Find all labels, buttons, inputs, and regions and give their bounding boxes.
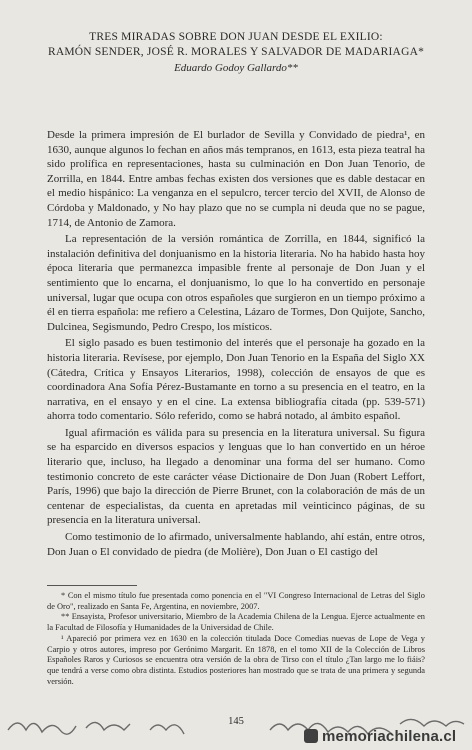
title-line-1: TRES MIRADAS SOBRE DON JUAN DESDE EL EXILIO: (89, 31, 383, 43)
watermark: memoriachilena.cl (322, 728, 457, 745)
article-body (47, 128, 425, 559)
footnote-3: ¹ Apareció por primera vez en 1630 en la colección titulada Doce Comedias nuevas de Lope de Vega y Carpio y otros autores, impreso por Gerónimo Margarit. En 1878, en el tomo XII de la Colección de Libros Españoles Raros y Curiosos se encuentra otra versión de la obra de Tirso con el título ¿Tan largo me lo fiáis? que tendrá a verse como obra distinta. Estudios posteriores han mostrado que se trata de una primera y segunda versión. (47, 633, 425, 686)
paragraph-2: La representación de la versión romántica de Zorrilla, en 1844, significó la instalación definitiva del donjuanismo en la historia literaria. No ha habido hasta hoy época literaria que permanezca impasible frente al personaje de Don Juan y el sentimiento que lo encarna, el donjuanismo, lo que lo ha convertido en personaje universal, lugar que ocupa con otros españoles que surgieron en un tiempo próximo a él en tierra española: me refiero a Celestina, Lázaro de Tormes, Don Quijote, Sancho, Dulcinea, Segismundo, Pedro Crespo, los místicos. (47, 233, 425, 333)
memoriachilena-logo-icon (304, 729, 318, 743)
paragraph-5: Como testimonio de lo afirmado, universalmente hablando, ahí están, entre otros, Don Juan o El convidado de piedra (de Molière), Don Juan o El castigo del (47, 531, 425, 558)
paragraph-3: El siglo pasado es buen testimonio del interés que el personaje ha gozado en la historia literaria. Revísese, por ejemplo, Don Juan Tenorio en la España del Siglo XX (Cátedra, Crítica y Ensayos Literarios, 1998), colección de ensayos de que es coordinadora Ana Sofía Pérez-Bustamante en torno a su presencia en el teatro, en la narrativa, en el ensayo y en el cine. La extensa bibliografía citada (pp. 539-571) ahorra todo comentario. Sólo referido, como se habrá notado, al ámbito español. (47, 337, 425, 423)
author-name: Eduardo Godoy Gallardo** (174, 62, 298, 74)
footnote-2: ** Ensayista, Profesor universitario, Miembro de la Academia Chilena de la Lengua. Ejerce actualmente en la Facultad de Filosofía y Humanidades de la Universidad de Chile. (47, 612, 425, 633)
title-line-2: RAMÓN SENDER, JOSÉ R. MORALES Y SALVADOR DE MADARIAGA* (47, 46, 425, 58)
paragraph-4: Igual afirmación es válida para su presencia en la literatura universal. Su figura se ha esparcido en diversos espacios y lenguas que lo han convertido en un héroe literario que, incluso, ha llegado a denominar una forma del ser humano. Como testimonio concreto de este carácter véase Dictionaire de Don Juan (Robert Leffort, París, 1996) que bajo la dirección de Pierre Brunet, con la colaboración de más de un centenar de especialistas, da cuenta en apretadas mil veinticinco páginas, de su presencia en la literatura universal. (47, 426, 425, 527)
paragraph-1: Desde la primera impresión de El burlador de Sevilla y Convidado de piedra¹, en 1630, aunque algunos lo fechan en años más tempranos, en 1613, esta pieza teatral ha sido prolífica en representaciones, hasta su culminación en Don Juan Tenorio, de Zorrilla, en 1844. Entre ambas fechas existen dos versiones que es dable destacar en el medio hispánico: La venganza en el sepulcro, tercer tercio del XVII, de Alonso de Córdoba y Maldonado, y No hay plazo que no se cumpla ni deuda que no se pague, 1714, de Antonio de Zamora. (47, 129, 425, 229)
footnote-1: * Con el mismo título fue presentada como ponencia en el "VI Congreso Internacional de Letras del Siglo de Oro", realizado en Santa Fe, Argentina, en noviembre, 2007. (47, 591, 425, 611)
footnote-divider (47, 585, 137, 586)
article-title (20, 30, 452, 60)
footnotes (47, 591, 425, 687)
page-number: 145 (228, 716, 244, 727)
